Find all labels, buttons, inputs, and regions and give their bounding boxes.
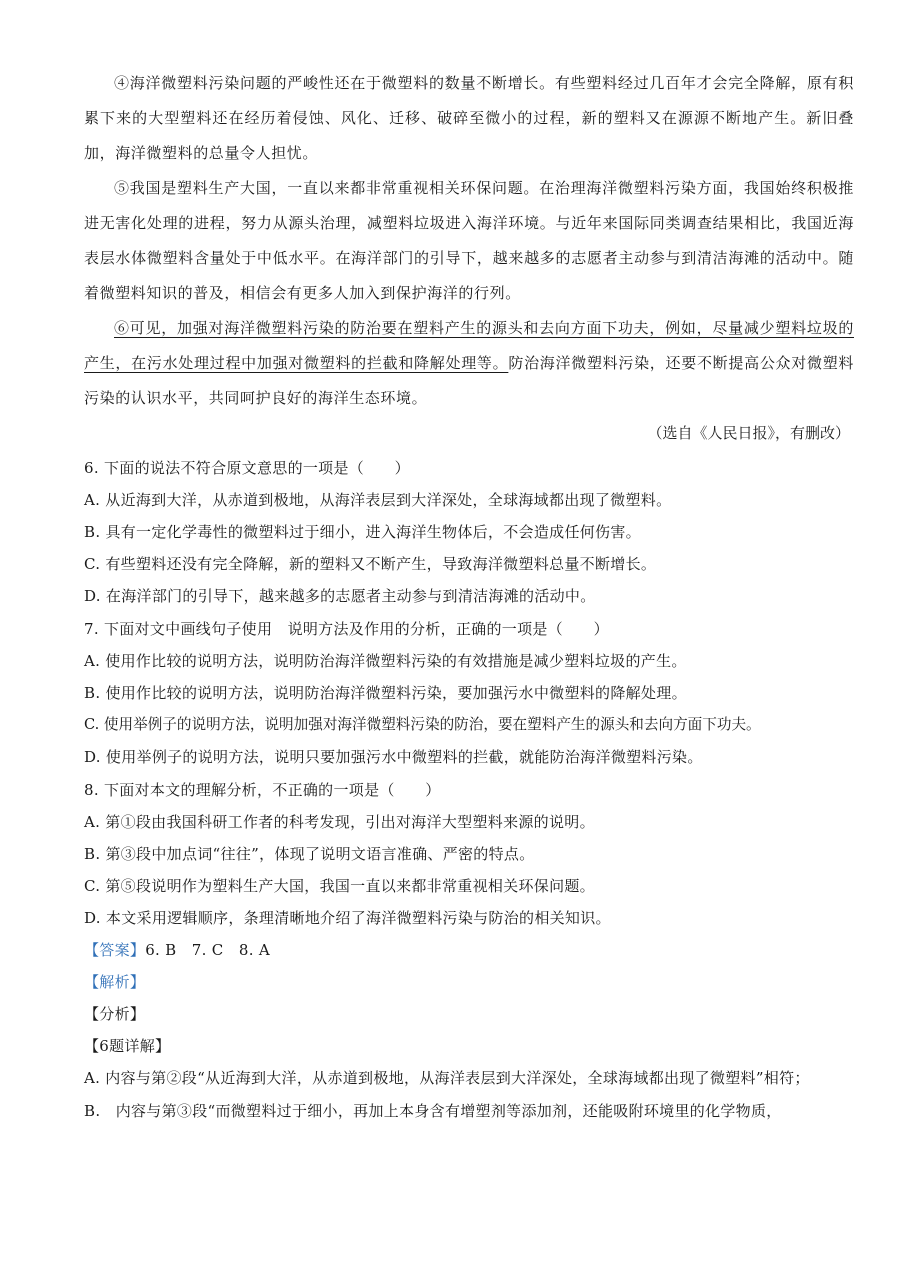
- q6-detail-label: 【6题详解】: [84, 1037, 171, 1055]
- analysis-label: 【解析】: [84, 973, 146, 991]
- detail-a: A. 内容与第②段“从近海到大洋，从赤道到极地，从海洋表层到大洋深处，全球海域都出现了微塑料”相符；: [84, 1069, 810, 1087]
- answer-text: 6. B 7. C 8. A: [145, 941, 270, 959]
- option-b: B. 具有一定化学毒性的微塑料过于细小，进入海洋生物体后，不会造成任何伤害。: [84, 523, 641, 541]
- question-8: [84, 774, 854, 934]
- detail-b: B. 内容与第③段“而微塑料过于细小，再加上本身含有增塑剂等添加剂，还能吸附环境里的化学物质，: [84, 1102, 782, 1120]
- paragraph-6-rest: 防治海洋微塑料污染，还要不断提高公众对微塑料污染的认识水平，共同呵护良好的海洋生态环境。: [84, 354, 855, 407]
- question-stem: 7. 下面对文中画线句子使用 说明方法及作用的分析，正确的一项是（ ）: [84, 620, 609, 638]
- option-c: C. 第⑤段说明作为塑料生产大国，我国一直以来都非常重视相关环保问题。: [84, 877, 595, 895]
- option-a: A. 第①段由我国科研工作者的科考发现，引出对海洋大型塑料来源的说明。: [84, 813, 595, 831]
- answer-line: [84, 934, 854, 966]
- question-stem: 8. 下面对本文的理解分析，不正确的一项是（ ）: [84, 781, 441, 799]
- fenxi-label: 【分析】: [84, 1005, 146, 1023]
- paragraph-4: ④海洋微塑料污染问题的严峻性还在于微塑料的数量不断增长。有些塑料经过几百年才会完全降解，原有积累下来的大型塑料还在经历着侵蚀、风化、迁移、破碎至微小的过程，新的塑料又在源源不断地产生。新旧叠加，海洋微塑料的总量令人担忧。: [84, 74, 854, 162]
- question-6: [84, 452, 854, 612]
- paragraph-5: ⑤我国是塑料生产大国，一直以来都非常重视相关环保问题。在治理海洋微塑料污染方面，我国始终积极推进无害化处理的进程，努力从源头治理，减塑料垃圾进入海洋环境。与近年来国际同类调查结果相比，我国近海表层水体微塑料含量处于中低水平。在海洋部门的引导下，越来越多的志愿者主动参与到清洁海滩的活动中。随着微塑料知识的普及，相信会有更多人加入到保护海洋的行列。: [84, 179, 854, 302]
- option-d: D. 本文采用逻辑顺序，条理清晰地介绍了海洋微塑料污染与防治的相关知识。: [84, 909, 611, 927]
- option-d: D. 在海洋部门的引导下，越来越多的志愿者主动参与到清洁海滩的活动中。: [84, 587, 596, 605]
- option-d: D. 使用举例子的说明方法，说明只要加强污水中微塑料的拦截，就能防治海洋微塑料污染。: [84, 748, 703, 766]
- option-a: A. 使用作比较的说明方法，说明防治海洋微塑料污染的有效措施是减少塑料垃圾的产生。: [84, 652, 687, 670]
- answer-label: 【答案】: [84, 941, 146, 959]
- underlined-sentence: ⑥可见，加强对海洋微塑料污染的防治要在塑料产生的源头和去向方面下功夫，例如，尽量减少塑料垃圾的产生，在污水处理过程中加强对微塑料的拦截和降解处理等。: [84, 319, 854, 372]
- question-stem: 6. 下面的说法不符合原文意思的一项是（ ）: [84, 459, 410, 477]
- option-b: B. 使用作比较的说明方法，说明防治海洋微塑料污染，要加强污水中微塑料的降解处理。: [84, 684, 687, 702]
- question-7: [84, 613, 854, 773]
- option-c: C. 使用举例子的说明方法，说明加强对海洋微塑料污染的防治，要在塑料产生的源头和去向方面下功夫。: [84, 716, 761, 733]
- option-b: B. 第③段中加点词“往往”，体现了说明文语言准确、严密的特点。: [84, 845, 535, 863]
- paragraph-6: [84, 311, 854, 416]
- option-c: C. 有些塑料还没有完全降解，新的塑料又不断产生，导致海洋微塑料总量不断增长。: [84, 555, 657, 573]
- document-page: [84, 66, 854, 1128]
- option-a: A. 从近海到大洋，从赤道到极地，从海洋表层到大洋深处，全球海域都出现了微塑料。: [84, 491, 672, 509]
- source-citation: （选自《人民日报》，有删改）: [647, 424, 850, 442]
